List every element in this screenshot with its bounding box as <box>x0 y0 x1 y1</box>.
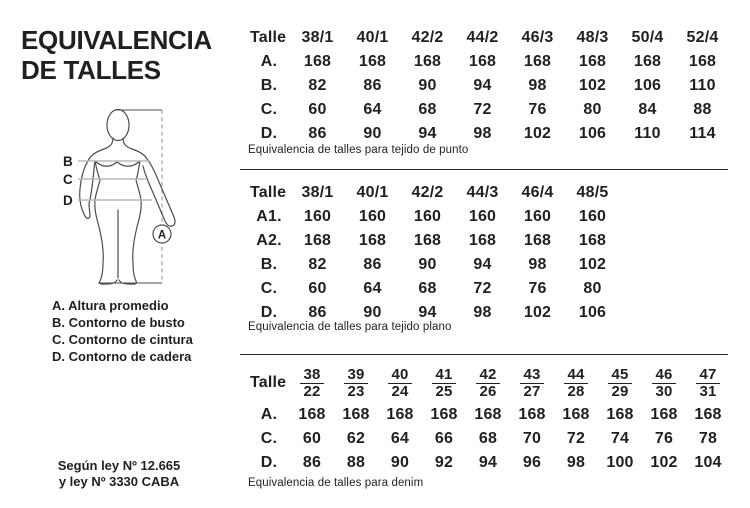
size-table-denim <box>238 363 730 475</box>
waist-label: C <box>63 172 73 187</box>
law-reference-line-1: Según ley Nº 12.665 <box>57 458 181 473</box>
table-caption-tejido-plano: Equivalencia de talles para tejido plano <box>248 321 452 333</box>
body-measurement-diagram <box>50 100 185 295</box>
value-cell: 62 <box>346 430 366 447</box>
value-cell: 168 <box>430 406 458 423</box>
value-cell: 90 <box>363 304 382 321</box>
size-fraction: $\frac{39}{23}$ <box>344 368 367 399</box>
value-cell: 86 <box>363 256 382 273</box>
value-cell: 98 <box>473 125 492 142</box>
value-cell: 66 <box>434 430 454 447</box>
size-header-cell <box>675 181 730 205</box>
value-cell: 68 <box>418 101 437 118</box>
value-cell: 102 <box>578 256 607 273</box>
value-cell: 86 <box>302 454 322 471</box>
page-title <box>21 25 212 85</box>
size-table-tejido-plano <box>238 181 730 325</box>
value-cell: 160 <box>523 208 552 225</box>
size-header-cell <box>378 363 422 403</box>
value-cell: 88 <box>346 454 366 471</box>
value-cell: 168 <box>578 53 607 70</box>
value-cell: 64 <box>363 101 382 118</box>
size-header-cell: 44/3 <box>466 184 499 201</box>
value-cell: 106 <box>578 125 607 142</box>
value-cell: 68 <box>478 430 498 447</box>
row-label: C. <box>260 101 278 118</box>
value-cell: 88 <box>693 101 712 118</box>
row-label: B. <box>260 256 278 273</box>
value-cell: 168 <box>303 232 332 249</box>
value-cell: 160 <box>468 208 497 225</box>
value-cell: 110 <box>689 77 716 94</box>
value-cell: 160 <box>578 208 607 225</box>
legend-item-busto: B. Contorno de busto <box>52 315 185 330</box>
size-header-cell: 48/3 <box>576 29 609 46</box>
bust-label: B <box>63 154 73 169</box>
value-cell: 60 <box>302 430 322 447</box>
height-label: A <box>157 229 167 242</box>
value-cell: 98 <box>473 304 492 321</box>
value-cell: 168 <box>688 53 717 70</box>
size-header-cell: 40/1 <box>356 184 389 201</box>
value-cell: 106 <box>578 304 607 321</box>
value-cell: 168 <box>523 53 552 70</box>
table-caption-denim: Equivalencia de talles para denim <box>248 477 424 489</box>
value-cell: 168 <box>694 406 722 423</box>
value-cell: 82 <box>308 77 327 94</box>
law-reference-line-2: y ley Nº 3330 CABA <box>58 474 180 489</box>
row-label: A. <box>260 406 278 423</box>
value-cell: 102 <box>523 304 552 321</box>
value-cell: 168 <box>386 406 414 423</box>
row-label: D. <box>260 125 278 142</box>
section-divider <box>240 169 728 170</box>
value-cell: 94 <box>478 454 498 471</box>
value-cell: 160 <box>413 208 442 225</box>
value-cell: 80 <box>583 101 602 118</box>
row-label: B. <box>260 77 278 94</box>
value-cell: 94 <box>473 77 492 94</box>
size-header-cell: 46/4 <box>521 184 554 201</box>
value-cell: 168 <box>358 53 387 70</box>
value-cell: 68 <box>418 280 437 297</box>
size-header-cell <box>422 363 466 403</box>
figure-body-outline <box>80 138 175 284</box>
value-cell: 168 <box>523 232 552 249</box>
value-cell: 90 <box>363 125 382 142</box>
size-header-cell: 38/1 <box>301 29 334 46</box>
value-cell: 102 <box>650 454 678 471</box>
value-cell: 76 <box>528 280 547 297</box>
value-cell: 168 <box>358 232 387 249</box>
value-cell: 98 <box>528 256 547 273</box>
size-header-cell <box>686 363 730 403</box>
value-cell: 86 <box>308 304 327 321</box>
value-cell: 60 <box>308 280 327 297</box>
value-cell: 100 <box>606 454 634 471</box>
size-fraction: $\frac{44}{28}$ <box>564 368 587 399</box>
law-reference <box>50 458 188 490</box>
size-fraction: $\frac{38}{22}$ <box>300 368 323 399</box>
value-cell: 94 <box>418 125 437 142</box>
size-table-tejido-de-punto <box>238 26 730 146</box>
size-column-header: Talle <box>250 184 287 201</box>
value-cell <box>620 301 675 325</box>
value-cell: 78 <box>698 430 718 447</box>
value-cell: 94 <box>473 256 492 273</box>
row-label: C. <box>260 430 278 447</box>
row-label: A2. <box>256 232 282 249</box>
legend-item-altura: A. Altura promedio <box>52 298 169 313</box>
value-cell: 64 <box>363 280 382 297</box>
value-cell: 168 <box>650 406 678 423</box>
value-cell <box>675 253 730 277</box>
page-title-line-2: DE TALLES <box>21 55 161 85</box>
value-cell <box>620 229 675 253</box>
row-label: A. <box>260 53 278 70</box>
value-cell: 168 <box>298 406 326 423</box>
value-cell <box>675 301 730 325</box>
value-cell: 168 <box>413 53 442 70</box>
size-header-cell: 42/2 <box>411 184 444 201</box>
value-cell: 72 <box>473 101 492 118</box>
size-column-header: Talle <box>250 29 287 46</box>
value-cell: 102 <box>578 77 607 94</box>
size-header-cell: 50/4 <box>631 29 664 46</box>
value-cell: 72 <box>566 430 586 447</box>
row-label: C. <box>260 280 278 297</box>
hip-label: D <box>63 193 73 208</box>
value-cell: 168 <box>606 406 634 423</box>
value-cell: 98 <box>528 77 547 94</box>
value-cell: 110 <box>634 125 661 142</box>
size-fraction: $\frac{41}{25}$ <box>432 368 455 399</box>
value-cell: 82 <box>308 256 327 273</box>
value-cell: 106 <box>633 77 662 94</box>
size-header-cell: 52/4 <box>686 29 719 46</box>
size-header-cell <box>290 363 334 403</box>
page-title-line-1: EQUIVALENCIA <box>21 25 212 55</box>
value-cell: 64 <box>390 430 410 447</box>
value-cell: 80 <box>583 280 602 297</box>
value-cell <box>620 205 675 229</box>
size-header-cell: 42/2 <box>411 29 444 46</box>
legend-item-cadera: D. Contorno de cadera <box>52 349 192 364</box>
value-cell: 168 <box>468 53 497 70</box>
size-header-cell <box>620 181 675 205</box>
value-cell <box>675 229 730 253</box>
value-cell: 114 <box>689 125 716 142</box>
value-cell: 86 <box>308 125 327 142</box>
value-cell: 76 <box>654 430 674 447</box>
value-cell: 92 <box>434 454 454 471</box>
value-cell: 72 <box>473 280 492 297</box>
measurement-legend <box>52 297 193 365</box>
figure-head <box>107 110 129 141</box>
size-column-header: Talle <box>250 374 287 391</box>
size-header-cell <box>334 363 378 403</box>
size-fraction: $\frac{46}{30}$ <box>652 368 675 399</box>
size-fraction: $\frac{45}{29}$ <box>608 368 631 399</box>
value-cell: 104 <box>694 454 722 471</box>
value-cell: 168 <box>413 232 442 249</box>
size-header-cell <box>642 363 686 403</box>
value-cell <box>675 205 730 229</box>
value-cell <box>620 277 675 301</box>
value-cell: 60 <box>308 101 327 118</box>
size-header-cell: 46/3 <box>521 29 554 46</box>
value-cell: 168 <box>633 53 662 70</box>
value-cell: 94 <box>418 304 437 321</box>
value-cell: 168 <box>342 406 370 423</box>
value-cell: 90 <box>418 77 437 94</box>
value-cell: 90 <box>390 454 410 471</box>
value-cell <box>675 277 730 301</box>
size-fraction: $\frac{40}{24}$ <box>388 368 411 399</box>
size-header-cell <box>554 363 598 403</box>
size-header-cell <box>510 363 554 403</box>
value-cell: 70 <box>522 430 542 447</box>
value-cell: 90 <box>418 256 437 273</box>
value-cell: 168 <box>578 232 607 249</box>
size-header-cell: 40/1 <box>356 29 389 46</box>
row-label: D. <box>260 304 278 321</box>
value-cell: 96 <box>522 454 542 471</box>
value-cell: 98 <box>566 454 586 471</box>
section-divider <box>240 354 728 355</box>
value-cell: 168 <box>303 53 332 70</box>
size-header-cell: 38/1 <box>301 184 334 201</box>
value-cell: 168 <box>474 406 502 423</box>
value-cell: 168 <box>518 406 546 423</box>
value-cell: 74 <box>610 430 630 447</box>
size-header-cell: 48/5 <box>576 184 609 201</box>
table-caption-tejido-de-punto: Equivalencia de talles para tejido de punto <box>248 144 469 156</box>
value-cell: 160 <box>303 208 332 225</box>
value-cell: 168 <box>468 232 497 249</box>
size-fraction: $\frac{47}{31}$ <box>696 368 719 399</box>
size-fraction: $\frac{42}{26}$ <box>476 368 499 399</box>
size-header-cell: 44/2 <box>466 29 499 46</box>
value-cell: 76 <box>528 101 547 118</box>
row-label: D. <box>260 454 278 471</box>
value-cell: 102 <box>523 125 552 142</box>
value-cell <box>620 253 675 277</box>
value-cell: 86 <box>363 77 382 94</box>
row-label: A1. <box>256 208 282 225</box>
value-cell: 168 <box>562 406 590 423</box>
size-header-cell <box>466 363 510 403</box>
size-fraction: $\frac{43}{27}$ <box>520 368 543 399</box>
value-cell: 160 <box>358 208 387 225</box>
legend-item-cintura: C. Contorno de cintura <box>52 332 193 347</box>
size-header-cell <box>598 363 642 403</box>
value-cell: 84 <box>638 101 657 118</box>
